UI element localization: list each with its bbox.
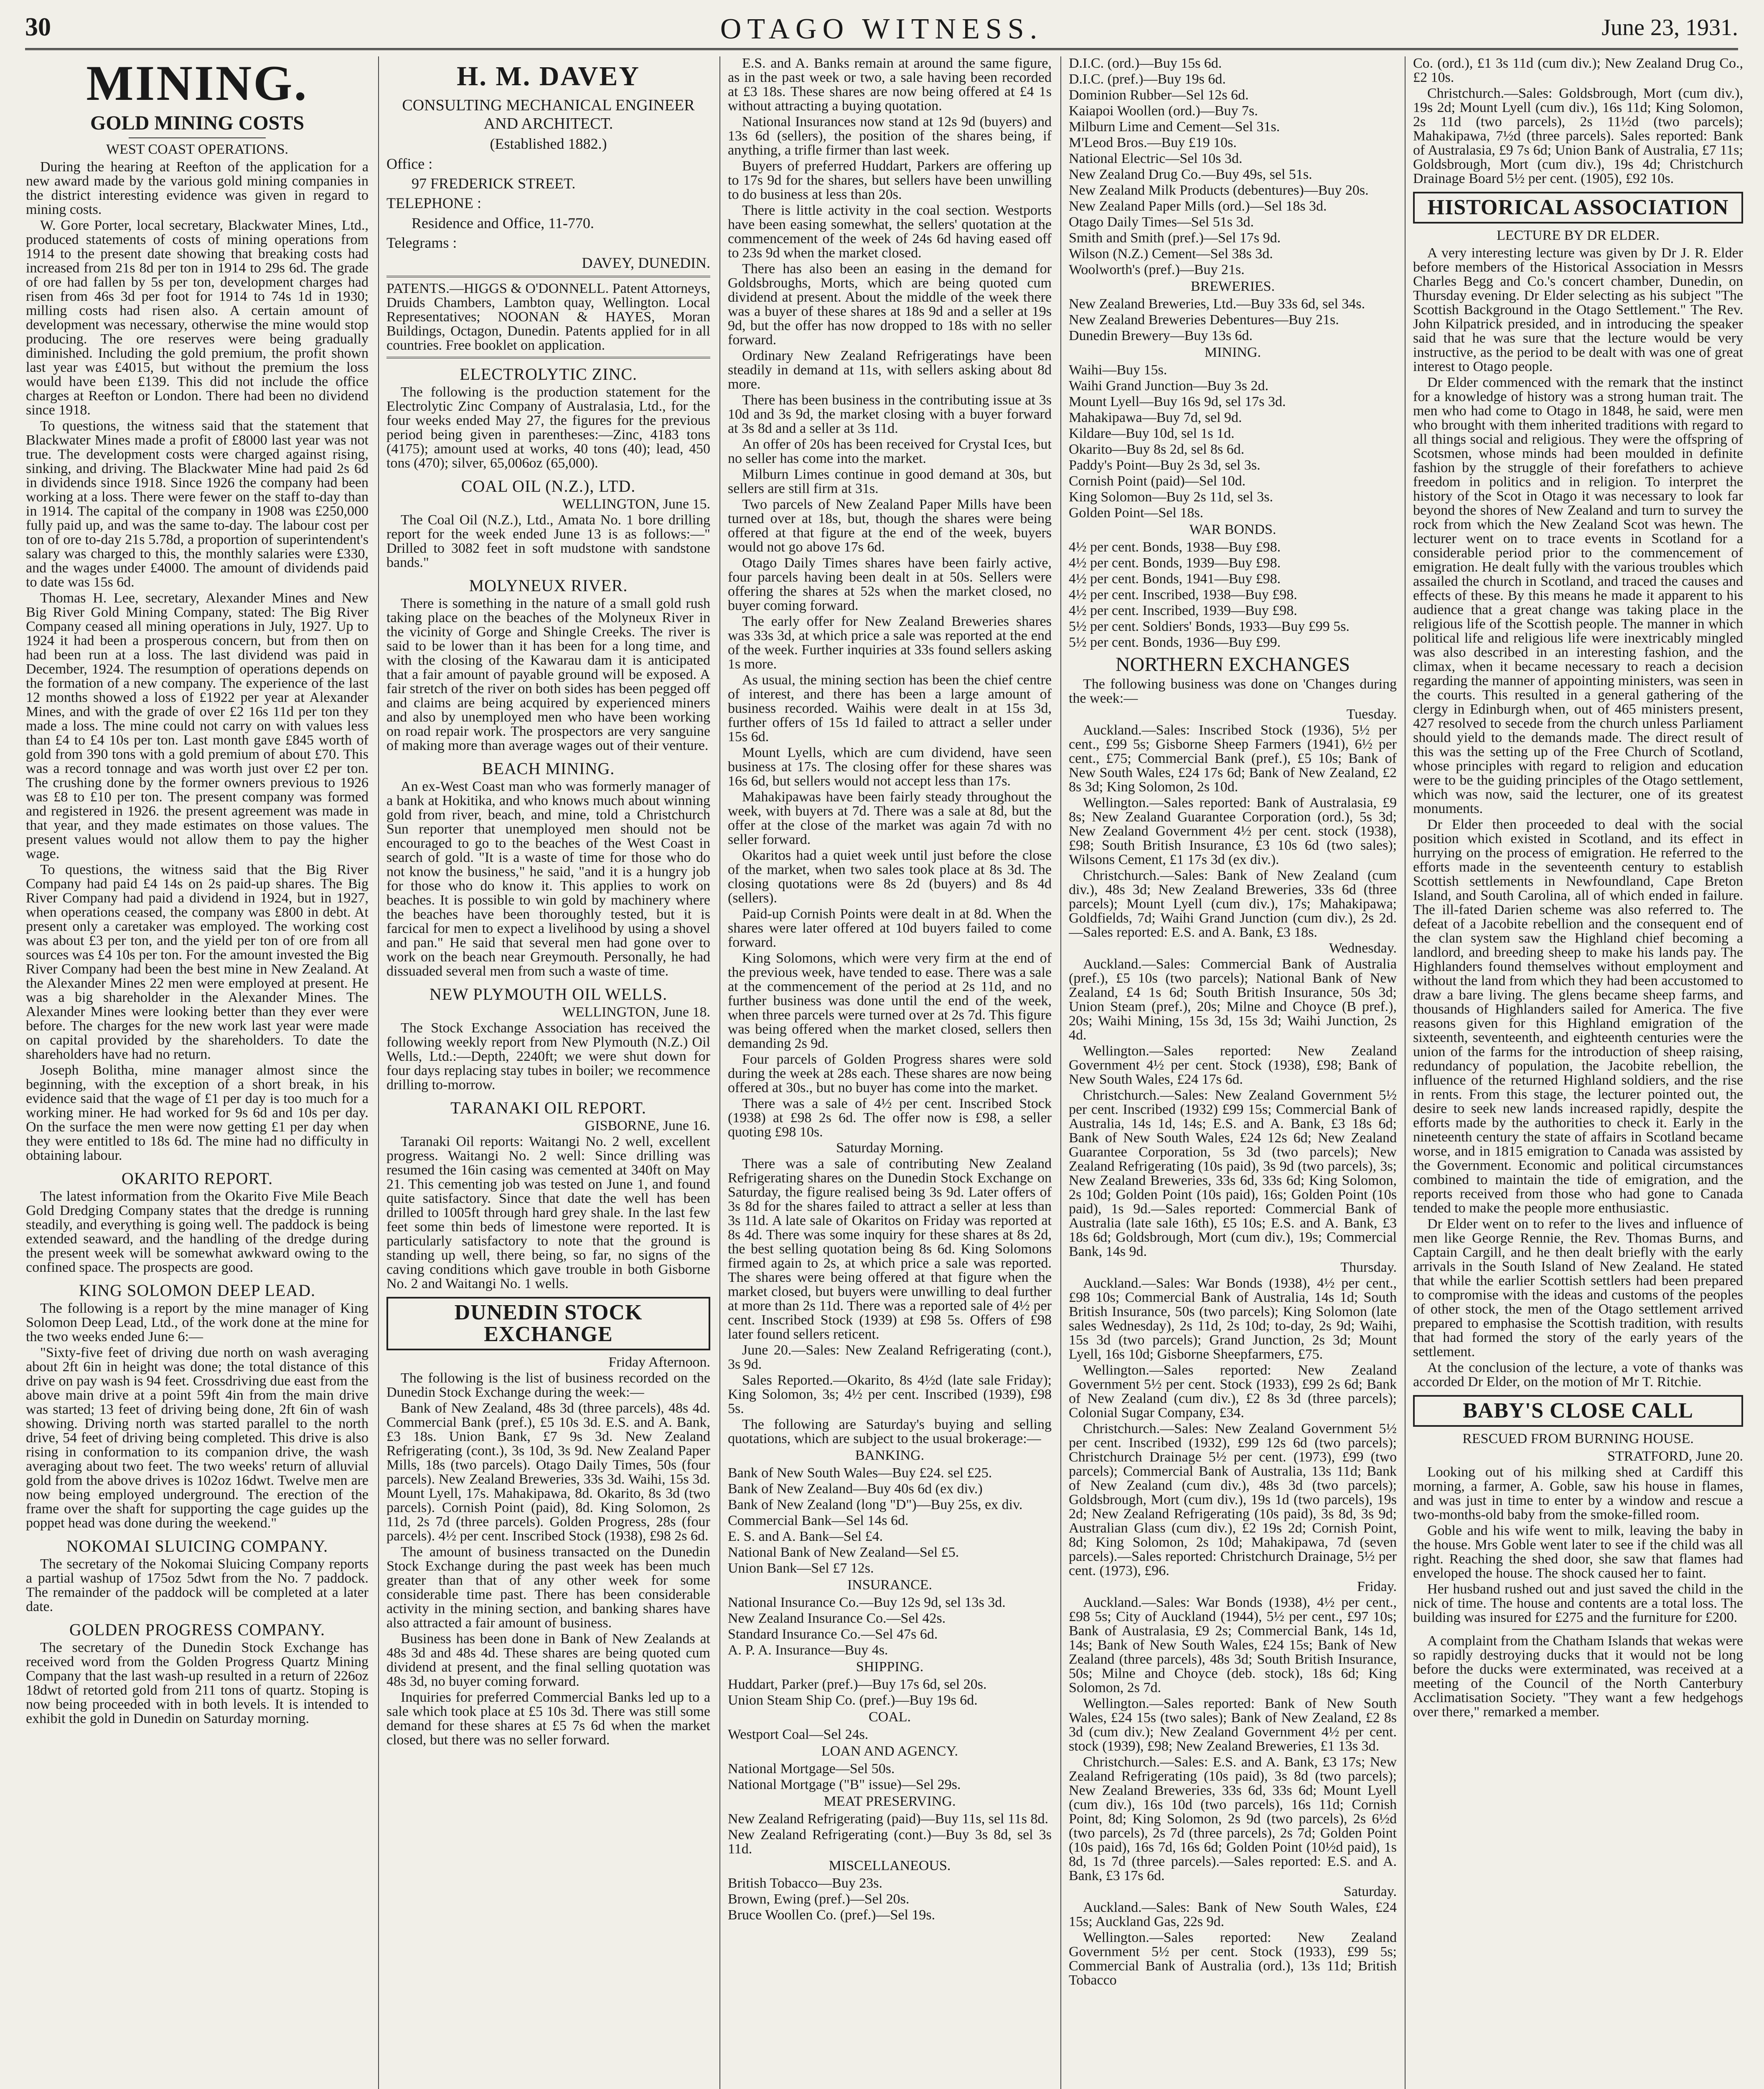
paragraph: Milburn Limes continue in good demand at 30s, but sellers are still firm at 31s. xyxy=(728,467,1052,496)
established-line: (Established 1882.) xyxy=(490,135,607,152)
telegrams-address: DAVEY, DUNEDIN. xyxy=(582,254,710,271)
article-headline: NORTHERN EXCHANGES xyxy=(1115,653,1350,676)
paragraph: W. Gore Porter, local secretary, Blackwater Mines, Ltd., produced statements of costs of mining operations from 1914 to the present date showing that breaking costs had increased from 21s 8d per ton in 1914 to 29s 6d. The grade of ore had fallen by 5s per ton, development charges had risen from 46s 3d per foot for 1914 to 74s 1d in 1930; milling costs had risen also. A certain amount of development was necessary, otherwise the mine would stop producing. The ore reserves were being gradually diminished. Including the gold premium, the profit shown last year was £4015, but without the premium the loss would have been £139. This did not include the office charges at Reefton or London. There had been no dividend since 1918. xyxy=(26,218,369,418)
section-headline-box: DUNEDIN STOCK EXCHANGE xyxy=(386,1297,710,1350)
quote-line: National Mortgage ("B" issue)—Sel 29s. xyxy=(728,1777,961,1792)
column-rule xyxy=(378,56,379,2089)
telegrams-label: Telegrams : xyxy=(386,234,457,252)
section-headline-box: HISTORICAL ASSOCIATION xyxy=(1413,192,1743,224)
paragraph: There was a sale of contributing New Zealand Refrigerating shares on the Dunedin Stock Exchange on Saturday, the figure realised being 3s 9d. Later offers of 3s 8d for the shares failed to attract a seller at less than 3s 11d. A late sale of Okaritos on Friday was reported at 8s 4d. There was some inquiry for these shares at 8s 2d, the best selling quotation being 8s 6d. King Solomons firmed again to 2s, at which price a sale was reported. The shares were being offered at that figure when the market closed, but buyers were unwilling to deal further at more than 2s 11d. There was a reported sale of 4½ per cent. Inscribed Stock (1939) at £98 5s. Offers of £98 later found sellers reticent. xyxy=(728,1156,1052,1342)
quote-list xyxy=(728,1677,1052,1708)
quote-list xyxy=(728,1762,1052,1792)
quote-line: 4½ per cent. Bonds, 1938—Buy £98. xyxy=(1069,539,1281,555)
article-headline: NEW PLYMOUTH OIL WELLS. xyxy=(429,985,668,1004)
telephone-detail: Residence and Office, 11-770. xyxy=(412,214,594,231)
masthead xyxy=(25,8,1738,50)
quote-line: Westport Coal—Sel 24s. xyxy=(728,1727,869,1742)
quote-line: Paddy's Point—Buy 2s 3d, sel 3s. xyxy=(1069,457,1261,473)
quote-line: National Mortgage—Sel 50s. xyxy=(728,1761,895,1776)
paragraph: "Sixty-five feet of driving due north on wash averaging about 2ft 6in in height was done; the total distance of this drive on pay wash is 94 feet. Crossdriving due east from the above main drive at a point 59ft 4in from the main drive was started; 13 feet of driving being done, 2ft 6in of wash showing. Driving north was started parallel to the north drive, 54 feet of driving being completed. This drive is also rising in conformation to its companion drive, the wash averaging about two feet. The two weeks' return of alluvial gold from the above drives is 102oz 16dwt. Twelve men are now being employed underground. The erection of the frame over the shaft for supporting the cage guides up the poppet head was done during the weekend." xyxy=(26,1345,369,1531)
paragraph: Auckland.—Sales: Commercial Bank of Australia (pref.), £5 10s (two parcels); National Bank of New Zealand, £4 1s 6d; South British Insurance, 50s 3d; Union Steam (pref.), 20s; Milne and Choyce (B pref.), 20s; Waihi Mining, 15s 3d, 15s 3d; Waihi Junction, 2s 4d. xyxy=(1069,956,1397,1043)
quote-list xyxy=(1069,363,1397,520)
column-2 xyxy=(386,56,710,2089)
paragraph: Christchurch.—Sales: E.S. and A. Bank, £3 17s; New Zealand Refrigerating (10s paid), 3s 8d (two parcels); New Zealand Breweries, 33s 6d, 33s 6d; Mount Lyell (cum div.), 16s 10d (two parcels), 16s 11d; Cornish Point, 8d; King Solomon, 2s 9d (two parcels), 2s 6½d (two parcels), 2s 7d (three parcels), 2s 7d; Golden Point (10s paid), 16s 7d, 16s 6d; Golden Point (10½d paid), 1s 8d, 1s 7d (three parcels).—Sales reported: E.S. and A. Bank, £3 17s 6d. xyxy=(1069,1754,1397,1883)
section-headline-box: BABY'S CLOSE CALL xyxy=(1413,1395,1743,1427)
quote-line: Wilson (N.Z.) Cement—Sel 38s 3d. xyxy=(1069,246,1273,262)
quote-line: National Electric—Sel 10s 3d. xyxy=(1069,151,1243,166)
paragraph: Her husband rushed out and just saved the child in the nick of time. The house and contents are a total loss. The building was insured for £275 and the furniture for £200. xyxy=(1413,1581,1743,1625)
quote-line: Dominion Rubber—Sel 12s 6d. xyxy=(1069,87,1249,103)
quote-line: Otago Daily Times—Sel 51s 3d. xyxy=(1069,214,1254,230)
column-4 xyxy=(1069,56,1397,2089)
telephone-label: TELEPHONE : xyxy=(386,195,481,212)
paragraph: Business has been done in Bank of New Zealands at 48s 3d and 48s 4d. These shares are being quoted cum dividend at present, and the final selling quotation was 48s 3d, no buyer coming forward. xyxy=(386,1631,710,1689)
page-number: 30 xyxy=(25,13,51,41)
paragraph: Auckland.—Sales: War Bonds (1938), 4½ per cent., £98 10s; Commercial Bank of Australia, 14s 1d; South British Insurance, 50s (two parcels); King Solomon (late sales Wednesday), 2s 11d, 2s 10d; to-day, 2s 9d; Waihi, 15s 3d (two parcels); Grand Junction, 2s 3d; Mount Lyell, 16s 10d; Gisborne Sheepfarmers, £75. xyxy=(1069,1276,1397,1362)
paragraph: There is little activity in the coal section. Westports have been easing somewhat, the sellers' quotation at the commencement of the week of 24s 6d having eased off to 23s 9d when the market closed. xyxy=(728,203,1052,261)
paragraph: A complaint from the Chatham Islands that wekas were so rapidly destroying ducks that it would not be long before the ducks were exterminated, was received at a meeting of the Council of the North Canterbury Acclimatisation Society. "They want a few hedgehogs over there," remarked a member. xyxy=(1413,1633,1743,1720)
paragraph: To questions, the witness said that the Big River Company had paid £4 14s on 2s paid-up shares. The Big River Company had paid a dividend in 1924, but in 1927, when operations ceased, the company was £800 in debt. At present only a caretaker was employed. The working cost was about £3 per ton, and the yield per ton of ore from all sources was £4 10s per ton. For the amount invested the Big River Company had been the best mine in New Zealand. At the Alexander Mines 22 men were employed at present. He was a big shareholder in the Alexander Mines. The Alexander Mines were looking better than they ever were before. The charges for the new work last year were made on capital provided by the shareholders. To date the shareholders have had no return. xyxy=(26,862,369,1062)
quote-line: Okarito—Buy 8s 2d, sel 8s 6d. xyxy=(1069,442,1245,457)
paragraph: Christchurch.—Sales: Goldsbrough, Mort (cum div.), 19s 2d; Mount Lyell (cum div.), 16s 11d; King Solomon, 2s 11d (two parcels), 2s 11½d (two parcels); Mahakipawa, 7½d (three parcels). Sales reported: Bank of Australasia, £9 7s 6d; Union Bank of Australia, £7 11s; Goldsbrough, Mort (cum div.), 19s 4d; Christchurch Drainage Board 5½ per cent. (1905), £92 10s. xyxy=(1413,86,1743,186)
quote-line: Mahakipawa—Buy 7d, sel 9d. xyxy=(1069,410,1242,425)
paragraph: The following business was done on 'Changes during the week:— xyxy=(1069,676,1397,706)
issue-date: June 23, 1931. xyxy=(1601,15,1738,41)
quote-list xyxy=(728,1728,1052,1742)
article-headline: MOLYNEUX RIVER. xyxy=(469,576,628,595)
quote-line: 4½ per cent. Inscribed, 1938—Buy £98. xyxy=(1069,587,1297,602)
paragraph: Wellington.—Sales reported: New Zealand Government 4½ per cent. Stock (1938), £98; Bank of New South Wales, £24 17s 6d. xyxy=(1069,1043,1397,1087)
paragraph: Otago Daily Times shares have been fairly active, four parcels having been dealt in at 50s. Sellers were offering the shares at 52s when the market closed, no buyer coming forward. xyxy=(728,555,1052,613)
article-headline: NOKOMAI SLUICING COMPANY. xyxy=(66,1537,328,1555)
paragraph: Christchurch.—Sales: Bank of New Zealand (cum div.), 48s 3d; New Zealand Breweries, 33s 6d (three parcels); Mount Lyell (cum div.), 17s; Mahakipawa; Goldfields, 7d; Waihi Grand Junction (cum div.), 2s 2d.—Sales reported: E.S. and A. Bank, £3 18s. xyxy=(1069,868,1397,940)
column-1 xyxy=(26,56,369,2089)
dateline: Saturday. xyxy=(1343,1884,1397,1899)
paragraph: During the hearing at Reefton of the application for a new award made by the various gold mining companies in the district interesting evidence was given in regard to mining costs. xyxy=(26,159,369,217)
paragraph: At the conclusion of the lecture, a vote of thanks was accorded Dr Elder, on the motion of Mr T. Ritchie. xyxy=(1413,1360,1743,1390)
quote-line: Huddart, Parker (pref.)—Buy 17s 6d, sel 20s. xyxy=(728,1677,987,1692)
paragraph: Joseph Bolitha, mine manager almost since the beginning, with the exception of a short break, in his evidence said that the wage of £1 per day is too much for a working miner. He had worked for 9s 6d and 10s per day. On the surface the men were now getting £1 per day when they were entitled to 18s 6d. The mine had no difficulty in obtaining labour. xyxy=(26,1062,369,1163)
article-headline: BEACH MINING. xyxy=(482,759,615,778)
paragraph: The secretary of the Dunedin Stock Exchange has received word from the Golden Progress Quartz Mining Company that the last wash-up resulted in a return of 226oz 18dwt of retorted gold from 211 tons of quartz. Stoping is now being proceeded with in both levels. It is intended to exhibit the gold in Dunedin on Saturday morning. xyxy=(26,1640,369,1726)
paragraph: The following is a report by the mine manager of King Solomon Deep Lead, Ltd., of the work done at the mine for the two weeks ended June 6:— xyxy=(26,1301,369,1344)
quote-line: 5½ per cent. Bonds, 1936—Buy £99. xyxy=(1069,635,1281,650)
article-subheading: WEST COAST OPERATIONS. xyxy=(106,142,289,157)
paragraph: Christchurch.—Sales: New Zealand Government 5½ per cent. Inscribed (1932) £99 15s; Commercial Bank of Australia, 14s 1d, 14s; E.S. and A. Bank, £3 18s 6d; Bank of New South Wales, £24 12s 6d; New Zealand Guarantee Corporation, 5s 3d (two parcels); New Zealand Refrigerating (10s paid), 3s 9d (two parcels), 3s; New Zealand Breweries, 33s 6d, 33s 6d; King Solomon, 2s 10d; Golden Point (10s paid), 16s; Golden Point (10s paid), 1s 9d.—Sales reported: Commercial Bank of Australia (late sale 16th), £5 10s; E.S. and A. Bank, £3 18s 6d; Goldsbrough, Mort (cum div.), 19s; Commercial Bank, 14s 9d. xyxy=(1069,1088,1397,1259)
paragraph: The following are Saturday's buying and selling quotations, which are subject to the usual brokerage:— xyxy=(728,1417,1052,1446)
paragraph: Wellington.—Sales reported: Bank of New South Wales, £24 15s (two sales); Bank of New Zealand, £2 8s 3d (cum div.); New Zealand Government 4½ per cent. stock (1939), £98; New Zealand Breweries, £1 13s 3d. xyxy=(1069,1696,1397,1754)
list-heading: MEAT PRESERVING. xyxy=(824,1794,956,1809)
quote-list xyxy=(728,1876,1052,1922)
dateline: GISBORNE, June 16. xyxy=(585,1118,710,1133)
list-heading: MISCELLANEOUS. xyxy=(829,1858,951,1873)
quote-list xyxy=(1069,297,1397,343)
paragraph: Auckland.—Sales: Bank of New South Wales, £24 15s; Auckland Gas, 22s 9d. xyxy=(1069,1900,1397,1929)
dateline: Thursday. xyxy=(1340,1260,1397,1275)
paragraph: The latest information from the Okarito Five Mile Beach Gold Dredging Company states that the dredge is running steadily, and everything is going well. The paddock is being extended seaward, and the handling of the dredge during the present week will be somewhat awkward owing to the confined space. The prospects are good. xyxy=(26,1189,369,1275)
dateline: STRATFORD, June 20. xyxy=(1607,1449,1743,1464)
quote-line: New Zealand Milk Products (debentures)—Buy 20s. xyxy=(1069,183,1369,198)
quote-line: Kaiapoi Woollen (ord.)—Buy 7s. xyxy=(1069,103,1258,119)
paragraph: Wellington.—Sales reported: New Zealand Government 5½ per cent. Stock (1933), £99 2s 6d; Bank of New Zealand (cum div.), £2 8s 3d (three parcels); Colonial Sugar Company, £34. xyxy=(1069,1362,1397,1421)
paragraph: Okaritos had a quiet week until just before the close of the market, when two sales took place at 8s 3d. The closing quotations were 8s 2d (buyers) and 8s 4d (sellers). xyxy=(728,848,1052,906)
quote-line: New Zealand Insurance Co.—Sel 42s. xyxy=(728,1611,946,1626)
quote-line: Mount Lyell—Buy 16s 9d, sel 17s 3d. xyxy=(1069,394,1286,409)
quote-line: Dunedin Brewery—Buy 13s 6d. xyxy=(1069,328,1253,343)
divider xyxy=(129,137,266,138)
paragraph: The early offer for New Zealand Breweries shares was 33s 3d, at which price a sale was reported at the end of the week. Further inquiries at 33s found sellers asking 1s more. xyxy=(728,614,1052,672)
quote-line: Commercial Bank—Sel 14s 6d. xyxy=(728,1513,909,1528)
article-headline: ELECTROLYTIC ZINC. xyxy=(459,365,638,384)
dateline: Tuesday. xyxy=(1346,706,1397,722)
paragraph: Auckland.—Sales: War Bonds (1938), 4½ per cent., £98 5s; City of Auckland (1944), 5½ per cent., £97 10s; Bank of Australasia, £9 2s; Commercial Bank, 14s 1d, 14s; Bank of New South Wales, £24 15s; Bank of New Zealand (three parcels), 48s 3d; South British Insurance, 50s; Milne and Choyce (deb. stock), 18s 6d; King Solomon, 2s 7d. xyxy=(1069,1595,1397,1695)
dateline: Friday. xyxy=(1357,1579,1397,1594)
office-address: 97 FREDERICK STREET. xyxy=(412,175,576,192)
quote-line: New Zealand Drug Co.—Buy 49s, sel 51s. xyxy=(1069,167,1312,182)
quote-line: Cornish Point (paid)—Sel 10d. xyxy=(1069,473,1246,489)
paragraph: Taranaki Oil reports: Waitangi No. 2 well, excellent progress. Waitangi No. 2 well: Since drilling was resumed the 16in casing was cemented at 340ft on May 21. This cementing job was tested on June 1, and found quite satisfactory. Since that date the well has been drilled to 1005ft through hard grey shale. In the last few feet some thin beds of limestone were reported. It is particularly satisfactory to note that the ground is standing up well, there being, so far, no signs of the caving conditions which gave trouble in both Gisborne No. 2 and Waitangi No. 1 wells. xyxy=(386,1134,710,1291)
quote-line: Woolworth's (pref.)—Buy 21s. xyxy=(1069,262,1245,277)
paragraph: The Stock Exchange Association has received the following weekly report from New Plymouth (N.Z.) Oil Wells, Ltd.:—Depth, 2240ft; we were shut down for four days replacing stay tubes in boiler; we recommence drilling to-morrow. xyxy=(386,1020,710,1093)
quote-line: 5½ per cent. Soldiers' Bonds, 1933—Buy £99 5s. xyxy=(1069,619,1350,634)
quote-line: D.I.C. (ord.)—Buy 15s 6d. xyxy=(1069,56,1222,71)
paragraph: There has also been an easing in the demand for Goldsbroughs, Morts, which are being quoted cum dividend at present. About the middle of the week there was a buyer of these shares at 18s 9d and a seller at 19s 9d, but the offer has now dropped to 18s with no seller forward. xyxy=(728,261,1052,348)
quote-line: Milburn Lime and Cement—Sel 31s. xyxy=(1069,119,1280,135)
office-label: Office : xyxy=(386,155,433,172)
quote-line: Golden Point—Sel 18s. xyxy=(1069,505,1204,521)
article-headline: GOLDEN PROGRESS COMPANY. xyxy=(69,1620,325,1639)
paragraph: Mount Lyells, which are cum dividend, have seen business at 17s. The closing offer for these shares was 16s 6d, but sellers would not accept less than 17s. xyxy=(728,745,1052,789)
divider xyxy=(386,276,710,277)
quote-line: King Solomon—Buy 2s 11d, sel 3s. xyxy=(1069,489,1273,505)
paragraph: Goble and his wife went to milk, leaving the baby in the house. Mrs Goble went later to see if the child was all right. Reaching the shed door, she saw that flames had enveloped the house. The shock caused her to faint. xyxy=(1413,1523,1743,1581)
advertiser-role: CONSULTING MECHANICAL ENGINEER AND ARCHITECT. xyxy=(402,96,695,132)
paragraph: Paid-up Cornish Points were dealt in at 8d. When the shares were later offered at 10d buyers failed to come forward. xyxy=(728,906,1052,950)
paragraph: Dr Elder went on to refer to the lives and influence of men like George Rennie, the Rev. Thomas Burns, and Captain Cargill, and he then dealt briefly with the early arrivals in the South Island of New Zealand. He stated that while the earlier Scottish settlers had been prepared to compromise with the ideas and customs of the peoples of other stock, the men of the Otago settlement arrived prepared to emphasise the Scottish tradition, with results that had formed the story of the early years of the settlement. xyxy=(1413,1216,1743,1360)
paragraph: June 20.—Sales: New Zealand Refrigerating (cont.), 3s 9d. xyxy=(728,1342,1052,1372)
paragraph: The following is the list of business recorded on the Dunedin Stock Exchange during the week:— xyxy=(386,1370,710,1400)
quote-line: New Zealand Breweries Debentures—Buy 21s. xyxy=(1069,312,1339,328)
dateline: Wednesday. xyxy=(1329,940,1397,956)
quote-line: 4½ per cent. Inscribed, 1939—Buy £98. xyxy=(1069,603,1297,618)
column-3 xyxy=(728,56,1052,2089)
paragraph: Inquiries for preferred Commercial Banks led up to a sale which took place at £5 10s 3d. There was still some demand for these shares at £5 7s 6d when the market closed, but there was no seller forward. xyxy=(386,1690,710,1748)
list-heading: LOAN AND AGENCY. xyxy=(821,1743,958,1759)
paragraph: Two parcels of New Zealand Paper Mills have been turned over at 18s, but, though the shares were being offered at that figure at the end of the week, buyers would not go above 17s 6d. xyxy=(728,497,1052,555)
quote-line: D.I.C. (pref.)—Buy 19s 6d. xyxy=(1069,71,1226,87)
quote-line: 4½ per cent. Bonds, 1939—Buy £98. xyxy=(1069,555,1281,571)
quote-line: National Insurance Co.—Buy 12s 9d, sel 13s 3d. xyxy=(728,1595,1006,1610)
quote-line: New Zealand Refrigerating (cont.)—Buy 3s 8d, sel 3s 11d. xyxy=(728,1827,1052,1857)
paragraph: National Insurances now stand at 12s 9d (buyers) and 13s 6d (sellers), the position of the shares being, if anything, a trifle firmer than last week. xyxy=(728,114,1052,158)
paragraph: The secretary of the Nokomai Sluicing Company reports a partial washup of 175oz 5dwt from the No. 7 paddock. The remainder of the paddock will be completed at a later date. xyxy=(26,1556,369,1614)
quote-list xyxy=(728,1466,1052,1576)
quote-line: New Zealand Breweries, Ltd.—Buy 33s 6d, sel 34s. xyxy=(1069,296,1365,312)
article-subheading: LECTURE BY DR ELDER. xyxy=(1497,228,1660,243)
list-heading: WAR BONDS. xyxy=(1189,522,1276,537)
list-heading: SHIPPING. xyxy=(856,1659,924,1675)
paragraph: There has been business in the contributing issue at 3s 10d and 3s 9d, the market closing with a buyer forward at 3s 8d and a seller at 3s 11d. xyxy=(728,392,1052,436)
paragraph: The Coal Oil (N.Z.), Ltd., Amata No. 1 bore drilling report for the week ended June 13 is as follows:—" Drilled to 3082 feet in soft mudstone with sandstone bands." xyxy=(386,512,710,570)
paragraph: An ex-West Coast man who was formerly manager of a bank at Hokitika, and who knows much about winning gold from river, beach, and mine, told a Christchurch Sun reporter that unemployed men should not be encouraged to go to the beaches of the West Coast in search of gold. "It is a waste of time for those who do not know the business," he said, "and it is a hungry job for those who do know it. This applies to work on beaches. It is possible to win gold by machinery where the beaches have been thoroughly tested, but it is farcical for men to expect a livelihood by using a shovel and pan." He said that several men had gone over to work on the beach near Greymouth. Personally, he had dissuaded several men from such a waste of time. xyxy=(386,779,710,979)
quote-list xyxy=(1069,56,1397,277)
advertisement-davey xyxy=(386,61,710,272)
quote-list xyxy=(1069,540,1397,650)
paragraph: A very interesting lecture was given by Dr J. R. Elder before members of the Historical Association in Messrs Charles Begg and Co.'s concert chamber, Dunedin, on Thursday evening. Dr Elder selecting as his subject "The Scottish Background in the Otago Settlement." The Rev. John Kilpatrick presided, and in introducing the speaker said that he was sure that the lecture would be very instructive, as the period to be dealt with was one of great interest to Otago people. xyxy=(1413,245,1743,374)
quote-line: Brown, Ewing (pref.)—Sel 20s. xyxy=(728,1891,910,1907)
paragraph: Looking out of his milking shed at Cardiff this morning, a farmer, A. Goble, saw his house in flames, and was just in time to enter by a window and rescue a two-months-old baby from the smoke-filled room. xyxy=(1413,1464,1743,1522)
quote-list xyxy=(728,1596,1052,1657)
column-rule xyxy=(719,56,720,2089)
quote-line: E. S. and A. Bank—Sel £4. xyxy=(728,1529,883,1544)
paragraph: Christchurch.—Sales: New Zealand Government 5½ per cent. Inscribed (1932), £99 12s 6d (two parcels); Christchurch Drainage 5½ per cent. (1973), £99 (two parcels); Commercial Bank of Australia, 13s 11d; Bank of New Zealand (cum div.), 48s 3d (two parcels); Goldsbrough, Mort (cum div.), 19s 1d (two parcels), 19s 2d; New Zealand Refrigerating (10s paid), 3s 8d, 3s 9d; Australian Glass (cum div.), £2 19s 2d; Cornish Point, 8d; King Solomon, 2s 10d; Mahakipawa, 7d (seven parcels).—Sales reported: Christchurch Drainage, 5½ per cent. (1973), £96. xyxy=(1069,1421,1397,1578)
quote-line: Standard Insurance Co.—Sel 47s 6d. xyxy=(728,1626,938,1642)
paragraph: Dr Elder commenced with the remark that the instinct for a knowledge of history was a strong human trait. The men who had come to Otago in 1848, he said, were men who brought with them inherited traditions with regard to all things social and religious. They were the offspring of Scotsmen, whose minds had been moulded in definite fashion by the struggle of their forefathers to achieve freedom in politics and in religion. To interpret the history of the Scot in Otago it was necessary to look far beyond the shores of New Zealand and turn to survey the rock from which the New Zealand Scot was hewn. The lecturer went on to trace events in Scotland for a considerable period prior to the commencement of emigration. He dealt fully with the various troubles which assailed the church in Scotland, and traced the causes and effects of these. By this means he made it apparent to his audience that a great change was taking place in the religious life of the Scottish people. The manner in which political life and religious life were inextricably mingled was also described in an interesting fashion, and the climax, when it became necessary to reach a decision regarding the manner of appointing ministers, was seen in the courts. This resulted in a general gathering of the clergy in Edinburgh when, out of 465 ministers present, 427 resolved to secede from the church unless Parliament should yield to the demands made. The direct result of this was the setting up of the Free Church of Scotland, whose principles with regard to religion and education were to be the guiding principles of the Otago settlement, which was now, said the lecturer, one of its greatest monuments. xyxy=(1413,375,1743,816)
mining-banner: MINING. xyxy=(86,56,308,111)
quote-line: Waihi Grand Junction—Buy 3s 2d. xyxy=(1069,378,1268,394)
paragraph: Co. (ord.), £1 3s 11d (cum div.); New Zealand Drug Co., £2 10s. xyxy=(1413,56,1743,85)
column-rule xyxy=(1405,56,1406,2089)
quote-line: Union Steam Ship Co. (pref.)—Buy 19s 6d. xyxy=(728,1693,978,1708)
quote-line: Smith and Smith (pref.)—Sel 17s 9d. xyxy=(1069,230,1281,246)
paragraph: King Solomons, which were very firm at the end of the previous week, have tended to ease. There was a sale at the commencement of the period at 2s 11d, and no further business was done until the end of the week, when three parcels were turned over at 2s 7d. This figure was being offered when the market closed, sellers then demanding 2s 9d. xyxy=(728,950,1052,1051)
quote-line: Bank of New South Wales—Buy £24. sel £25. xyxy=(728,1465,992,1481)
paragraph: Bank of New Zealand, 48s 3d (three parcels), 48s 4d. Commercial Bank (pref.), £5 10s 3d. E.S. and A. Bank, £3 18s. Union Bank, £7 9s 3d. New Zealand Refrigerating (cont.), 3s 10d, 3s 9d. New Zealand Paper Mills, 18s (two parcels). Otago Daily Times, 50s (four parcels). New Zealand Breweries, 33s 3d. Waihi, 15s 3d. Mount Lyell, 17s. Mahakipawa, 8d. Okarito, 8s 3d (two parcels). Cornish Point (paid), 8d. King Solomon, 2s 11d, 2s 7d (three parcels). Golden Progress, 28s (four parcels). 4½ per cent. Inscribed Stock (1938), £98 2s 6d. xyxy=(386,1400,710,1544)
paragraph: Four parcels of Golden Progress shares were sold during the week at 28s each. These shares are now being offered at 30s., but no buyer has come into the market. xyxy=(728,1052,1052,1095)
divider xyxy=(386,357,710,358)
paragraph: The amount of business transacted on the Dunedin Stock Exchange during the past week has been much greater than that of any other week for some considerable time past. There has been considerable activity in the mining section, and banking shares have also attracted a fair amount of business. xyxy=(386,1544,710,1631)
article-headline: OKARITO REPORT. xyxy=(121,1169,273,1188)
quote-line: Waihi—Buy 15s. xyxy=(1069,362,1167,378)
quote-line: M'Leod Bros.—Buy £19 10s. xyxy=(1069,135,1237,150)
advertisement-patents: PATENTS.—HIGGS & O'DONNELL. Patent Attorneys, Druids Chambers, Lambton quay, Wellington. Local Representatives; NOONAN & HAYES, Moran Buildings, Octagon, Dunedin. Patents applied for in all countries. Free booklet on application. xyxy=(386,281,710,353)
list-heading: INSURANCE. xyxy=(847,1577,933,1593)
paragraph: There was a sale of 4½ per cent. Inscribed Stock (1938) at £98 2s 6d. The offer now is £98, a seller quoting £98 10s. xyxy=(728,1096,1052,1140)
paragraph: Wellington.—Sales reported: Bank of Australasia, £9 8s; New Zealand Guarantee Corporation (ord.), 5s 3d; New Zealand Government 4½ per cent. stock (1938), £98; South British Insurance, £3 10s 6d (two sales); Wilsons Cement, £1 17s 3d (ex div.). xyxy=(1069,795,1397,867)
quote-line: A. P. A. Insurance—Buy 4s. xyxy=(728,1642,888,1658)
list-heading: MINING. xyxy=(1204,345,1261,360)
paragraph: The following is the production statement for the Electrolytic Zinc Company of Australasia, Ltd., for the four weeks ended May 27, the figures for the previous period being given in parentheses:—Zinc, 4183 tons (4175); amount used at works, 40 tons (40); lead, 450 tons (470); silver, 65,006oz (65,000). xyxy=(386,384,710,471)
quote-line: New Zealand Refrigerating (paid)—Buy 11s, sel 11s 8d. xyxy=(728,1811,1049,1827)
divider xyxy=(1512,1629,1644,1630)
paragraph: There is something in the nature of a small gold rush taking place on the beaches of the Molyneux River in the vicinity of Gorge and Shingle Creeks. The river is said to be lower than it has been for a long time, and with the closing of the Kawarau dam it is anticipated that a fair amount of payable ground will be exposed. A fair stretch of the river on both sides has been pegged off and claims are being acquired by experienced miners and also by unemployed men who have been working on road repair work. The prospectors are very sanguine of making more than average wages out of their venture. xyxy=(386,596,710,753)
paragraph: Auckland.—Sales: Inscribed Stock (1936), 5½ per cent., £99 5s; Gisborne Sheep Farmers (1941), 6½ per cent., £75; Commercial Bank (pref.), £5 10s; Bank of New South Wales, £24 17s 6d; Bank of New Zealand, £2 8s 3d; King Solomon, 2s 10d. xyxy=(1069,722,1397,795)
paragraph: Dr Elder then proceeded to deal with the social position which existed in Scotland, and its effect in hurrying on the process of emigration. He referred to the efforts made in the seventeenth century to establish Scottish settlements in Newfoundland, Cape Breton Island, and South Carolina, all of which ended in failure. The ill-fated Darien scheme was also referred to. The defeat of a Jacobite rebellion and the consequent end of the clan system saw the Highland chief becoming a landlord, and breeding sheep to make his lands pay. The Highlanders found themselves without employment and without the land from which they had been accustomed to draw a bare living. The glens became sheep farms, and thousands of Highlanders sailed for America. The five reasons given for this Highland emigration of the sixteenth, seventeenth, and eighteenth centuries were the union of the farms for the introduction of sheep raising, redundancy of population, the Jacobite rebellion, the influence of the returned Highland soldiers, and the rise in rents. From this stage, the lecturer pointed out, the desire to seek new lands increased rapidly, despite the efforts made by the authorities to check it. Early in the nineteenth century the state of affairs in Scotland became worse, and in 1815 emigration to Canada was assisted by the Government. Economic and political circumstances combined to maintain the tide of emigration, and the reports received from those who had gone to Canada tended to make the people more enthusiastic. xyxy=(1413,817,1743,1216)
column-rule xyxy=(1060,56,1061,2089)
list-heading: COAL. xyxy=(868,1709,911,1725)
article-headline: COAL OIL (N.Z.), LTD. xyxy=(461,477,636,496)
column-5 xyxy=(1413,56,1743,2089)
paragraph: An offer of 20s has been received for Crystal Ices, but no seller has come into the market. xyxy=(728,437,1052,466)
list-heading: BREWERIES. xyxy=(1190,279,1275,294)
quote-line: Kildare—Buy 10d, sel 1s 1d. xyxy=(1069,426,1235,441)
paragraph: E.S. and A. Banks remain at around the same figure, as in the past week or two, a sale having been recorded at £3 18s. These shares are now being offered at £4 1s without attracting a buying quotation. xyxy=(728,56,1052,114)
article-subheading: RESCUED FROM BURNING HOUSE. xyxy=(1462,1431,1694,1446)
quote-list xyxy=(728,1812,1052,1856)
paragraph: Sales Reported.—Okarito, 8s 4½d (late sale Friday); King Solomon, 3s; 4½ per cent. Inscribed (1939), £98 5s. xyxy=(728,1372,1052,1416)
newspaper-name: OTAGO WITNESS. xyxy=(720,13,1043,45)
quote-line: 4½ per cent. Bonds, 1941—Buy £98. xyxy=(1069,571,1281,587)
dateline: Saturday Morning. xyxy=(836,1140,943,1156)
paragraph: As usual, the mining section has been the chief centre of interest, and there has been a large amount of business recorded. Waihis were dealt in at 15s 3d, further offers of 15s 1d failed to attract a seller under 15s 6d. xyxy=(728,672,1052,745)
quote-line: Bank of New Zealand (long "D")—Buy 25s, ex div. xyxy=(728,1497,1023,1512)
paragraph: Ordinary New Zealand Refrigeratings have been steadily in demand at 11s, with sellers asking about 8d more. xyxy=(728,348,1052,392)
dateline: WELLINGTON, June 18. xyxy=(562,1004,710,1020)
quote-line: New Zealand Paper Mills (ord.)—Sel 18s 3d. xyxy=(1069,198,1327,214)
article-headline: GOLD MINING COSTS xyxy=(90,112,305,134)
advertiser-name: H. M. DAVEY xyxy=(457,61,640,91)
paragraph: Wellington.—Sales reported: New Zealand Government 5½ per cent. Stock (1933), £99 5s; Commercial Bank of Australia (ord.), 13s 11d; British Tobacco xyxy=(1069,1930,1397,1988)
paragraph: Thomas H. Lee, secretary, Alexander Mines and New Big River Gold Mining Company, stated: The Big River Company ceased all mining operations in July, 1927. Up to 1924 it had been a prosperous concern, but from then on had been run at a loss. The last dividend was paid in December, 1924. The resumption of operations depends on the formation of a new company. The experience of the last 12 months showed a loss of £1922 per year at Alexander Mines, and with the grade of over £2 16s 11d per ton they made a loss. The mine could not carry on with values less than £4 to £4 10s per ton. Last month gave £845 worth of gold from 390 tons with a gold premium of about £70. This was a record tonnage and was worth just over £2 per ton. The crushing done by the former owners previous to 1926 was £8 to £10 per ton. The present company was formed and registered in 1926. the present agreement was made in that year, and they made estimates on those values. The present values would not allow them to pay the higher wage. xyxy=(26,590,369,862)
paragraph: Mahakipawas have been fairly steady throughout the week, with buyers at 7d. There was a sale at 8d, but the offer at the close of the market was again 7d with no seller forward. xyxy=(728,789,1052,847)
quote-line: Bruce Woollen Co. (pref.)—Sel 19s. xyxy=(728,1907,935,1923)
quote-line: Union Bank—Sel £7 12s. xyxy=(728,1560,874,1576)
list-heading: BANKING. xyxy=(855,1448,925,1463)
dateline: Friday Afternoon. xyxy=(608,1355,710,1370)
article-headline: TARANAKI OIL REPORT. xyxy=(450,1098,646,1117)
article-headline: KING SOLOMON DEEP LEAD. xyxy=(79,1281,315,1300)
quote-line: Bank of New Zealand—Buy 40s 6d (ex div.) xyxy=(728,1481,983,1497)
paragraph: Buyers of preferred Huddart, Parkers are offering up to 17s 9d for the shares, but sellers have been unwilling to do business at less than 20s. xyxy=(728,158,1052,202)
quote-line: British Tobacco—Buy 23s. xyxy=(728,1876,883,1891)
paragraph: To questions, the witness said that the statement that Blackwater Mines made a profit of £8000 last year was not true. The development costs were charged against rising, sinking, and driving. The Blackwater Mine had paid 2s 6d in dividends since 1918. Since 1926 the company had been working at a loss. There were fewer on the staff to-day than in 1914. The capital of the company in 1908 was £250,000 fully paid up, and was the same to-day. The labour cost per ton of ore to-day 21s 5.78d, a proportion of superintendent's salary was charged to this, the monthly salaries were £330, and the wages under £4000. The amount of dividends paid to date was 15s 6d. xyxy=(26,418,369,590)
quote-line: National Bank of New Zealand—Sel £5. xyxy=(728,1545,959,1560)
dateline: WELLINGTON, June 15. xyxy=(562,496,710,512)
